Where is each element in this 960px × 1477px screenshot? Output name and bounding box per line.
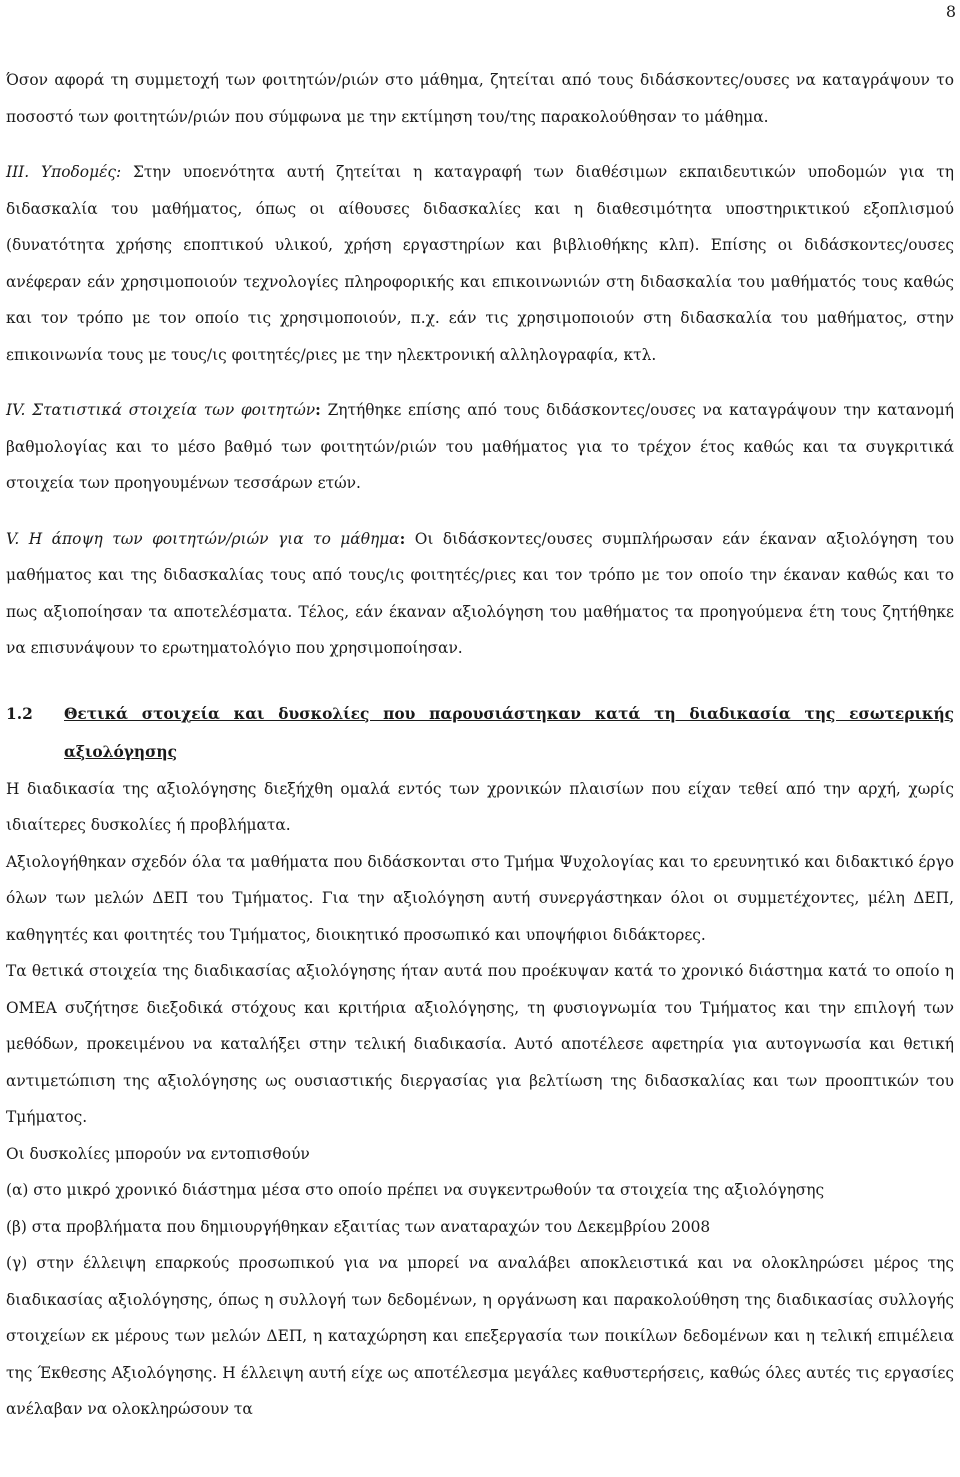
section-title: Θετικά στοιχεία και δυσκολίες που παρουσιάστηκαν κατά τη διαδικασία της εσωτερικής αξιολόγησης: [64, 704, 954, 761]
page-number: 8: [945, 2, 956, 21]
paragraph-statistics: IV. Στατιστικά στοιχεία των φοιτητών: Ζητήθηκε επίσης από τους διδάσκοντες/ουσες να καταγράψουν την κατανομή βαθμολογίας και το μέσο βαθμό των φοιτητών/ριών του μαθήματος για το τρέχον έτος καθώς και τα συγκριτικά στοιχεία των προηγουμένων τεσσάρων ετών.: [6, 401, 954, 492]
paragraph: Η διαδικασία της αξιολόγησης διεξήχθη ομαλά εντός των χρονικών πλαισίων που είχαν τεθεί από την αρχή, χωρίς ιδιαίτερες δυσκολίες ή προβλήματα.: [6, 779, 954, 834]
document-body: [6, 62, 954, 1428]
list-item: (β) στα προβλήματα που δημιουργήθηκαν εξαιτίας των αναταραχών του Δεκεμβρίου 2008: [6, 1217, 711, 1236]
paragraph: Τα θετικά στοιχεία της διαδικασίας αξιολόγησης ήταν αυτά που προέκυψαν κατά το χρονικό διάστημα κατά το οποίο η ΟΜΕΑ συζήτησε διεξοδικά στόχους και κριτήρια αξιολόγησης, τη φυσιογνωμία του Τμήματος και την επιλογή των μεθόδων, προκειμένου να καταλήξει στην τελική διαδικασία. Αυτό αποτέλεσε αφετηρία για αυτογνωσία και θετική αντιμετώπιση της αξιολόγησης ως ουσιαστικής διεργασίας για βελτίωση της διδασκαλίας και των προοπτικών του Τμήματος.: [6, 962, 954, 1126]
section-heading: [6, 695, 954, 771]
label-statistics: IV. Στατιστικά στοιχεία των φοιτητών: [6, 401, 316, 419]
paragraph: Αξιολογήθηκαν σχεδόν όλα τα μαθήματα που διδάσκονται στο Τμήμα Ψυχολογίας και το ερευνητικό και διδακτικό έργο όλων των μελών ΔΕΠ του Τμήματος. Για την αξιολόγηση αυτή συνεργάστηκαν όλοι οι συμμετέχοντες, μέλη ΔΕΠ, καθηγητές και φοιτητές του Τμήματος, διοικητικό προσωπικό και υποψήφιοι διδάκτορες.: [6, 852, 954, 944]
paragraph: Οι δυσκολίες μπορούν να εντοπισθούν: [6, 1144, 310, 1163]
paragraph-student-opinion: V. Η άποψη των φοιτητών/ριών για το μάθημα: Οι διδάσκοντες/ουσες συμπλήρωσαν εάν έκαναν αξιολόγηση του μαθήματος και της διδασκαλίας τους από τους/ις φοιτητές/ριες και τον τρόπο με τον οποίο την έκαναν καθώς και το πως αξιοποίησαν τα αποτελέσματα. Τέλος, εάν έκαναν αξιολόγηση του μαθήματος τα προηγούμενα έτη τους ζητήθηκε να επισυνάψουν το ερωτηματολόγιο που χρησιμοποίησαν.: [6, 529, 954, 657]
section-number: 1.2: [6, 704, 33, 723]
list-item: (α) στο μικρό χρονικό διάστημα μέσα στο οποίο πρέπει να συγκεντρωθούν τα στοιχεία της αξιολόγησης: [6, 1181, 825, 1199]
label-student-opinion: V. Η άποψη των φοιτητών/ριών για το μάθημα: [6, 529, 400, 548]
paragraph-attendance: Όσον αφορά τη συμμετοχή των φοιτητών/ριών στο μάθημα, ζητείται από τους διδάσκοντες/ουσες να καταγράψουν το ποσοστό των φοιτητών/ριών που σύμφωνα με την εκτίμηση του/της παρακολούθησαν το μάθημα.: [6, 71, 954, 126]
list-item: (γ) στην έλλειψη επαρκούς προσωπικού για να μπορεί να αναλάβει αποκλειστικά και να ολοκληρώσει μέρος της διαδικασίας αξιολόγησης, όπως η συλλογή των δεδομένων, η οργάνωση και παρακολούθηση της διαδικασίας συλλογής στοιχείων εκ μέρους των μελών ΔΕΠ, η καταχώρηση και επεξεργασία των ποικίλων δεδομένων και η τελική επιμέλεια της Έκθεσης Αξιολόγησης. Η έλλειψη αυτή είχε ως αποτέλεσμα μεγάλες καθυστερήσεις, καθώς όλες αυτές τις εργασίες ανέλαβαν να ολοκληρώσουν τα: [6, 1254, 954, 1418]
label-infrastructure: III. Υποδομές:: [6, 163, 122, 181]
paragraph-infrastructure: III. Υποδομές: Στην υποενότητα αυτή ζητείται η καταγραφή των διαθέσιμων εκπαιδευτικών υποδομών για τη διδασκαλία του μαθήματος, όπως οι αίθουσες διδασκαλίες και η διαθεσιμότητα υποστηρικτικού εξοπλισμού (δυνατότητα χρήσης εποπτικού υλικού, χρήση εργαστηρίων και βιβλιοθήκης κλπ). Επίσης οι διδάσκοντες/ουσες ανέφεραν εάν χρησιμοποιούν τεχνολογίες πληροφορικής και επικοινωνιών στη διδασκαλία του μαθήματός τους καθώς και τον τρόπο με τον οποίο τις χρησιμοποιούν, π.χ. εάν τις χρησιμοποιούν στη διδασκαλία του μαθήματος, στην επικοινωνία τους με τους/ις φοιτητές/ριες με την ηλεκτρονική αλληλογραφία, κτλ.: [6, 163, 955, 364]
